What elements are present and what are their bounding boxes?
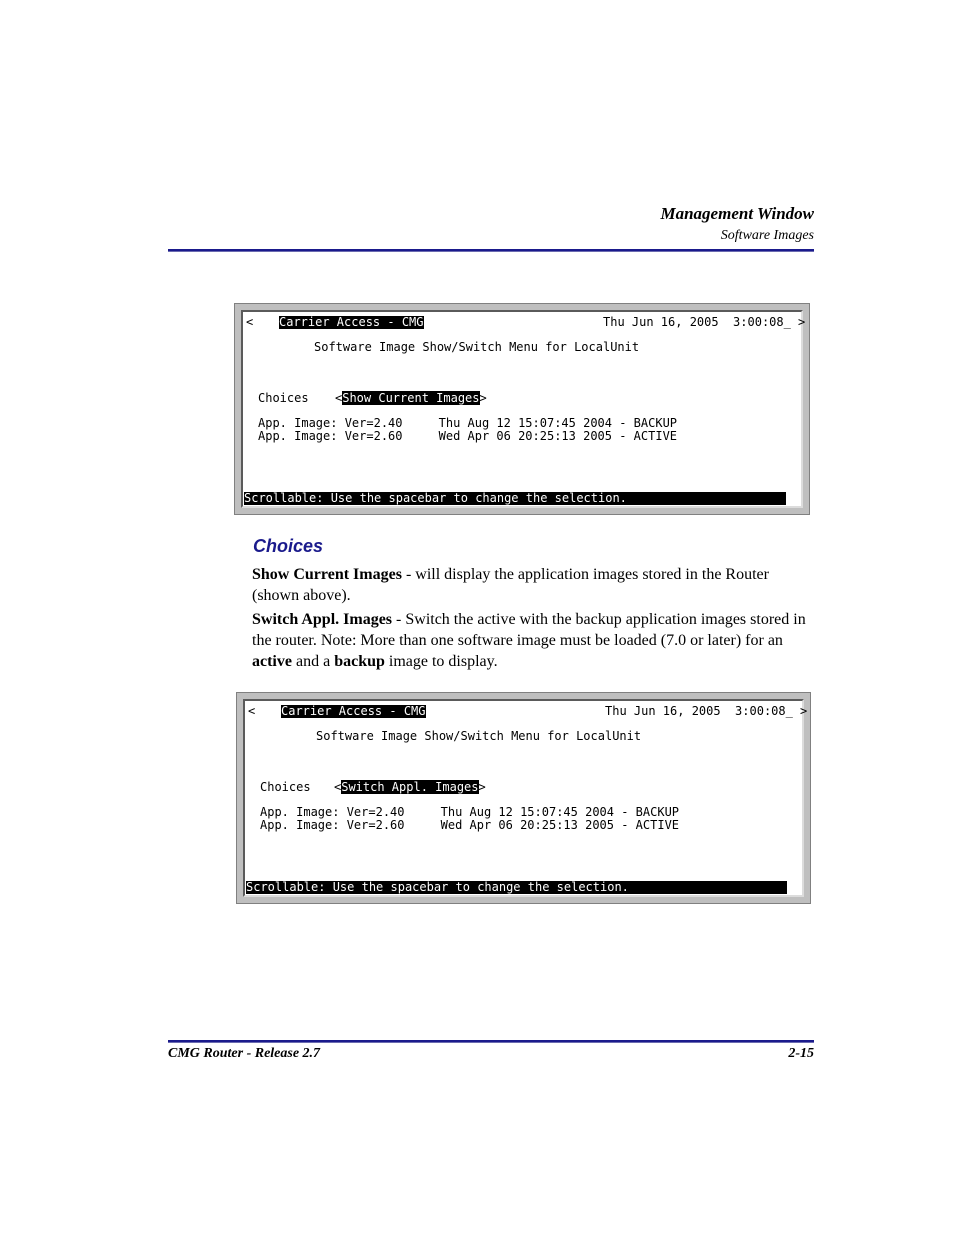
app-name-label: Carrier Access - CMG xyxy=(281,704,426,718)
desc-end: image to display. xyxy=(384,653,498,670)
image-row: App. Image: Ver=2.40 Thu Aug 12 15:07:45 2004 - BACKUP xyxy=(258,416,678,430)
desc-switch-appl: - Switch the active with the backup application images stored in the router. Note: More than one software image must be loaded (7.0 or later) for an xyxy=(252,611,806,649)
page-number: 2-15 xyxy=(788,1046,814,1061)
terminal-screen xyxy=(241,310,806,508)
terminal-screenshot-switch xyxy=(236,692,811,904)
choices-label: Choices xyxy=(260,780,311,794)
choice-open-bracket: < xyxy=(334,780,342,794)
footer-title: CMG Router - Release 2.7 xyxy=(168,1046,321,1061)
nav-right-arrow: > xyxy=(800,704,808,718)
paragraph-switch-appl xyxy=(252,609,814,672)
desc-and: and a xyxy=(291,653,335,670)
terminal-screenshot-show xyxy=(234,303,810,515)
term-switch-appl: Switch Appl. Images xyxy=(252,611,393,628)
header-rule xyxy=(168,249,814,252)
choice-close-bracket: > xyxy=(479,391,487,405)
choice-value: Show Current Images xyxy=(342,391,480,405)
term-backup: backup xyxy=(334,653,385,670)
running-header-subtitle: Software Images xyxy=(720,228,814,243)
datetime-display: Thu Jun 16, 2005 3:00:08_ xyxy=(603,315,791,329)
term-active: active xyxy=(252,653,292,670)
status-bar: Scrollable: Use the spacebar to change the selection. xyxy=(246,881,787,894)
footer-rule xyxy=(168,1040,814,1043)
choice-value: Switch Appl. Images xyxy=(341,780,479,794)
section-heading: Choices xyxy=(253,536,324,556)
choice-close-bracket: > xyxy=(478,780,486,794)
choice-selector[interactable] xyxy=(334,781,486,794)
datetime-display: Thu Jun 16, 2005 3:00:08_ xyxy=(605,704,793,718)
running-header-title: Management Window xyxy=(660,204,814,223)
image-row: App. Image: Ver=2.40 Thu Aug 12 15:07:45 2004 - BACKUP xyxy=(260,805,680,819)
menu-title: Software Image Show/Switch Menu for LocalUnit xyxy=(316,729,642,743)
menu-title: Software Image Show/Switch Menu for LocalUnit xyxy=(314,340,640,354)
desc-show-current: - will display the application images stored in the Router (shown above). xyxy=(252,566,769,604)
image-row: App. Image: Ver=2.60 Wed Apr 06 20:25:13 2005 - ACTIVE xyxy=(260,818,680,832)
choices-label: Choices xyxy=(258,391,309,405)
choice-open-bracket: < xyxy=(335,391,343,405)
term-show-current: Show Current Images xyxy=(252,566,402,583)
terminal-screen xyxy=(243,699,808,897)
paragraph-show-current xyxy=(252,564,814,606)
nav-right-arrow: > xyxy=(798,315,806,329)
status-bar: Scrollable: Use the spacebar to change the selection. xyxy=(244,492,786,505)
app-name-label: Carrier Access - CMG xyxy=(279,315,424,329)
choice-selector[interactable] xyxy=(335,392,487,405)
nav-left-arrow: < xyxy=(246,315,254,329)
nav-left-arrow: < xyxy=(248,704,256,718)
image-row: App. Image: Ver=2.60 Wed Apr 06 20:25:13 2005 - ACTIVE xyxy=(258,429,678,443)
